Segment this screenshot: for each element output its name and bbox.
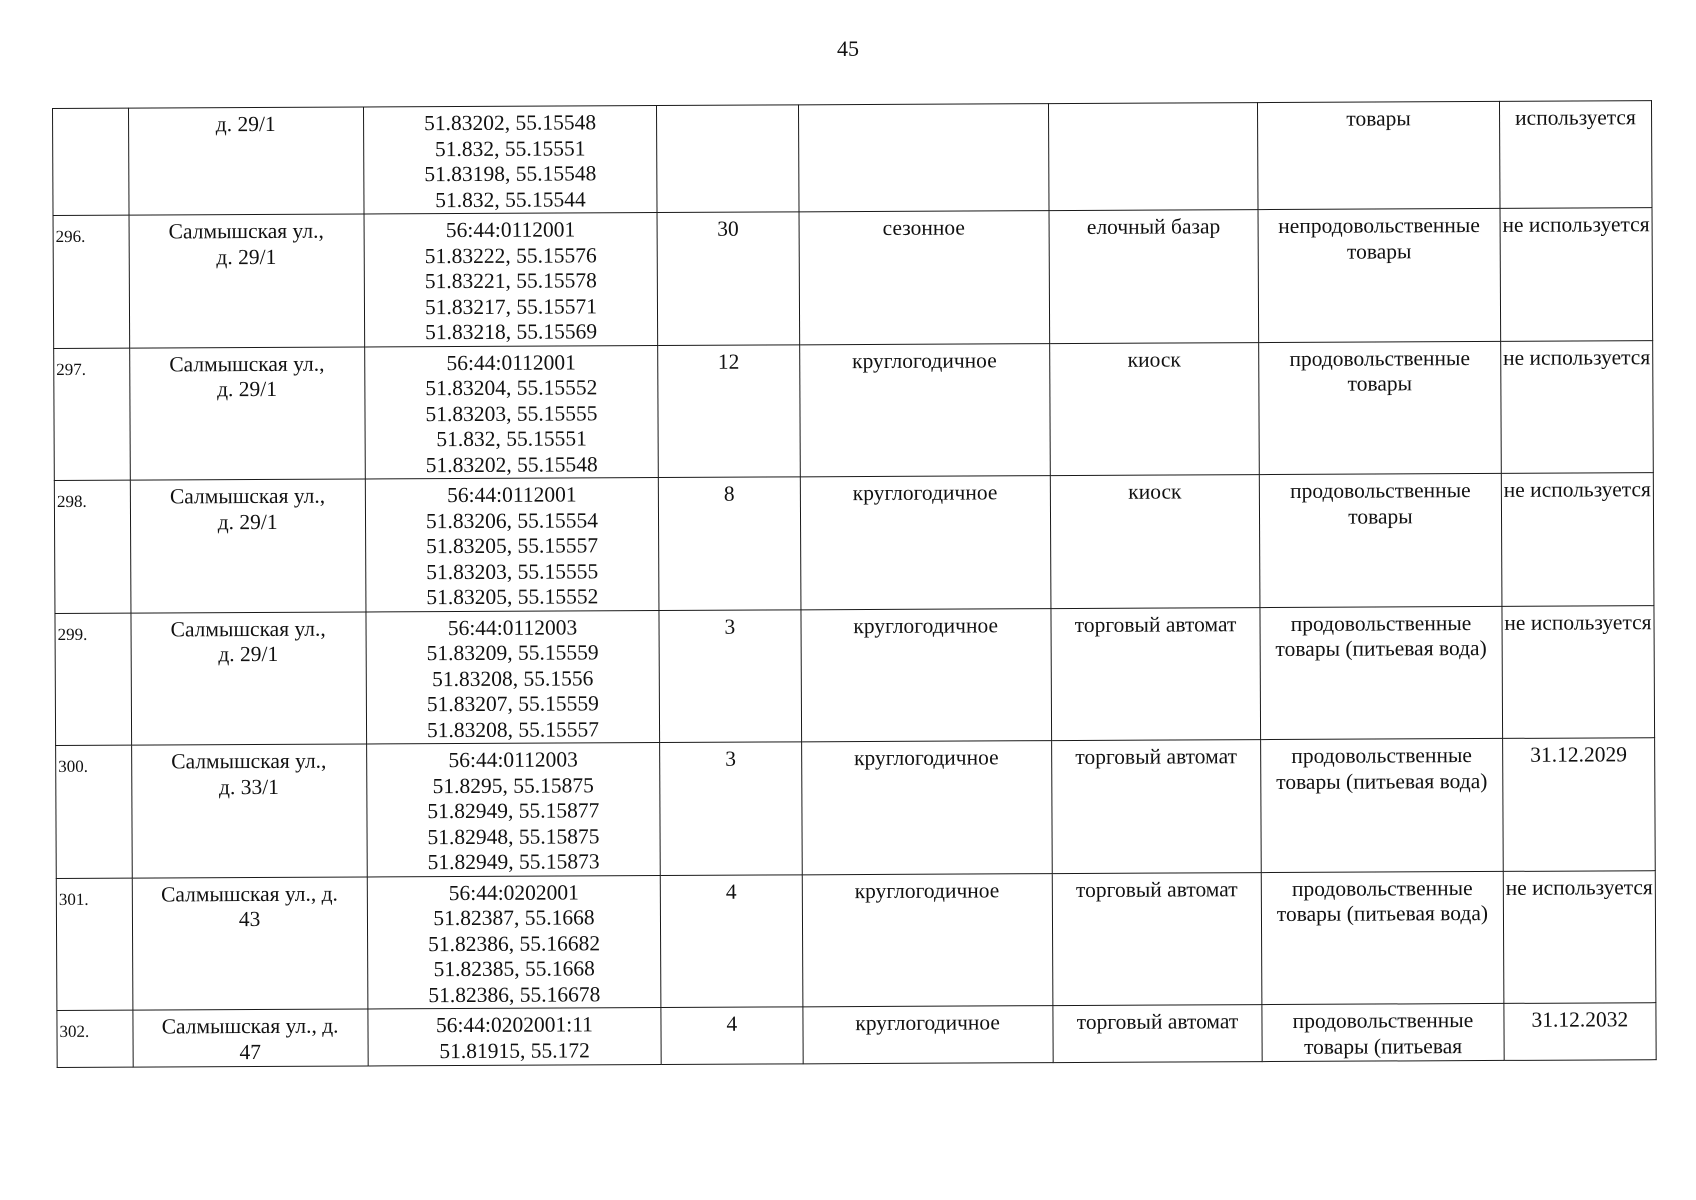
goods-specialization-cell: непродовольственные товары xyxy=(1258,208,1500,342)
status-cell: используется xyxy=(1499,101,1652,209)
address-line: Салмышская ул., xyxy=(170,616,326,641)
object-type-cell: торговый автомат xyxy=(1053,1005,1263,1063)
address-line: Салмышская ул., xyxy=(171,748,327,774)
row-number-cell: 298. xyxy=(54,480,130,613)
operation-period-cell: сезонное xyxy=(799,211,1050,345)
kiosk-registry-table xyxy=(52,100,1657,1068)
row-number-cell: 301. xyxy=(56,878,132,1011)
goods-specialization-cell: продовольственные товары (питьевая вода) xyxy=(1261,871,1503,1005)
address-cell xyxy=(128,107,364,215)
address-line: 43 xyxy=(238,906,261,932)
coordinates-cell xyxy=(365,478,659,612)
address-line: д. 29/1 xyxy=(218,641,279,667)
address-line: д. 33/1 xyxy=(218,774,279,799)
coordinate-line: 51.81915, 55.172 xyxy=(439,1037,590,1063)
coordinates-cell xyxy=(366,743,660,877)
coordinate-line: 51.82386, 55.16678 xyxy=(428,981,601,1007)
coordinate-line: 51.83202, 55.15548 xyxy=(425,451,598,477)
coordinate-line: 51.83207, 55.15559 xyxy=(426,691,599,717)
address-line: Салмышская ул., xyxy=(169,351,325,376)
coordinate-line: 51.83208, 55.1556 xyxy=(432,665,594,691)
table-row xyxy=(54,340,1654,480)
goods-specialization-cell: продовольственные товары xyxy=(1259,341,1501,475)
status-cell: 31.12.2032 xyxy=(1504,1003,1656,1061)
row-number-cell: 299. xyxy=(55,613,131,746)
status-cell: не используется xyxy=(1500,208,1653,341)
status-cell: не используется xyxy=(1503,870,1656,1003)
address-cell xyxy=(130,479,366,613)
row-number-cell: 297. xyxy=(54,348,130,481)
coordinate-line: 51.82948, 55.15875 xyxy=(427,823,600,849)
coordinate-line: 51.83198, 55.15548 xyxy=(424,161,597,187)
object-type-cell xyxy=(1048,103,1258,211)
address-line: д. 29/1 xyxy=(215,111,276,137)
coordinates-cell xyxy=(364,345,658,479)
coordinate-line: 51.83203, 55.15555 xyxy=(425,400,598,426)
object-type-cell: елочный базар xyxy=(1049,210,1259,344)
table-row xyxy=(54,473,1654,613)
coordinate-line: 51.82386, 55.16682 xyxy=(427,930,601,956)
coordinate-line: 56:44:0112003 xyxy=(448,747,578,773)
status-cell: не используется xyxy=(1500,340,1653,473)
table-row xyxy=(55,605,1655,745)
address-line: Салмышская ул., xyxy=(168,218,324,244)
coordinates-cell xyxy=(364,213,658,347)
address-line: 47 xyxy=(239,1039,262,1064)
coordinate-line: 51.832, 55.15551 xyxy=(436,426,587,452)
address-line: д. 29/1 xyxy=(217,509,278,534)
object-type-cell: киоск xyxy=(1050,475,1260,609)
coordinate-line: 51.83222, 55.15576 xyxy=(424,242,597,268)
table-row xyxy=(53,101,1653,216)
coordinate-line: 51.82385, 55.1668 xyxy=(433,956,595,982)
object-type-cell: торговый автомат xyxy=(1051,607,1261,741)
address-line: Салмышская ул., д. xyxy=(160,881,338,906)
area-cell: 4 xyxy=(660,874,802,1007)
coordinate-line: 51.82949, 55.15877 xyxy=(427,798,600,824)
area-cell: 8 xyxy=(659,477,801,610)
table-body xyxy=(53,101,1657,1068)
status-cell: не используется xyxy=(1502,605,1655,738)
coordinates-cell xyxy=(366,610,660,744)
coordinate-line: 51.83218, 55.15569 xyxy=(424,319,598,345)
coordinate-line: 51.8295, 55.15875 xyxy=(432,772,594,798)
area-cell: 12 xyxy=(658,344,800,477)
row-number-cell xyxy=(53,108,129,215)
coordinates-cell xyxy=(368,1008,662,1066)
address-cell xyxy=(132,876,368,1010)
coordinate-line: 56:44:0112003 xyxy=(447,614,578,640)
row-number-cell: 300. xyxy=(56,745,132,878)
coordinate-line: 51.83205, 55.15557 xyxy=(426,533,599,559)
coordinate-line: 51.83205, 55.15552 xyxy=(426,584,599,610)
coordinate-line: 51.83209, 55.15559 xyxy=(426,640,599,666)
coordinate-line: 51.83204, 55.15552 xyxy=(425,375,598,401)
coordinate-line: 51.832, 55.15551 xyxy=(434,135,586,161)
operation-period-cell: круглогодичное xyxy=(802,873,1053,1007)
goods-specialization-cell: продовольственные товары xyxy=(1259,473,1501,607)
address-cell xyxy=(131,744,367,878)
row-number-cell: 296. xyxy=(53,215,129,348)
goods-specialization-cell: продовольственные товары (питьевая вода) xyxy=(1261,738,1503,872)
goods-specialization-cell: продовольственные товары (питьевая вода) xyxy=(1260,606,1502,740)
coordinate-line: 51.82949, 55.15873 xyxy=(427,849,600,875)
address-line: д. 29/1 xyxy=(216,244,277,269)
object-type-cell: торговый автомат xyxy=(1051,740,1261,874)
operation-period-cell: круглогодичное xyxy=(800,608,1051,742)
coordinate-line: 56:44:0202001:11 xyxy=(435,1012,593,1038)
coordinate-line: 51.83203, 55.15555 xyxy=(426,558,599,584)
operation-period-cell xyxy=(798,104,1049,212)
address-cell xyxy=(132,1009,367,1067)
coordinate-line: 51.83206, 55.15554 xyxy=(425,507,599,533)
object-type-cell: торговый автомат xyxy=(1052,872,1262,1006)
area-cell: 4 xyxy=(661,1007,803,1065)
area-cell: 3 xyxy=(659,609,801,742)
coordinate-line: 56:44:0112001 xyxy=(445,217,576,243)
area-cell: 30 xyxy=(657,212,799,345)
operation-period-cell: круглогодичное xyxy=(799,343,1050,477)
address-cell xyxy=(129,214,365,348)
object-type-cell: киоск xyxy=(1049,342,1259,476)
coordinates-cell xyxy=(363,106,657,214)
coordinate-line: 51.82387, 55.1668 xyxy=(433,905,595,931)
coordinates-cell xyxy=(367,875,661,1009)
coordinate-line: 51.83221, 55.15578 xyxy=(424,268,597,294)
status-cell: не используется xyxy=(1501,473,1654,606)
table-row xyxy=(53,208,1653,348)
goods-specialization-cell: продовольственные товары (питьевая xyxy=(1262,1003,1504,1061)
coordinate-line: 56:44:0112001 xyxy=(447,482,577,508)
row-number-cell: 302. xyxy=(57,1010,133,1067)
area-cell: 3 xyxy=(660,742,802,875)
coordinate-line: 51.83217, 55.15571 xyxy=(424,293,597,319)
table-row xyxy=(56,870,1656,1010)
operation-period-cell: круглогодичное xyxy=(800,476,1051,610)
area-cell xyxy=(657,105,799,213)
address-line: Салмышская ул., д. xyxy=(161,1013,339,1039)
coordinate-line: 56:44:0202001 xyxy=(448,879,579,905)
status-cell: 31.12.2029 xyxy=(1502,738,1655,871)
goods-specialization-cell: товары xyxy=(1258,101,1500,209)
table-row xyxy=(56,738,1656,878)
operation-period-cell: круглогодичное xyxy=(801,741,1052,875)
coordinate-line: 56:44:0112001 xyxy=(446,349,576,375)
coordinate-line: 51.832, 55.15544 xyxy=(435,186,586,212)
address-cell xyxy=(130,611,366,745)
address-cell xyxy=(129,346,365,480)
operation-period-cell: круглогодичное xyxy=(802,1006,1053,1064)
coordinate-line: 51.83208, 55.15557 xyxy=(426,716,600,742)
table-row xyxy=(57,1003,1656,1068)
address-line: Салмышская ул., xyxy=(169,483,326,509)
coordinate-line: 51.83202, 55.15548 xyxy=(423,110,597,136)
page-number: 45 xyxy=(837,36,859,61)
address-line: д. 29/1 xyxy=(216,376,278,402)
